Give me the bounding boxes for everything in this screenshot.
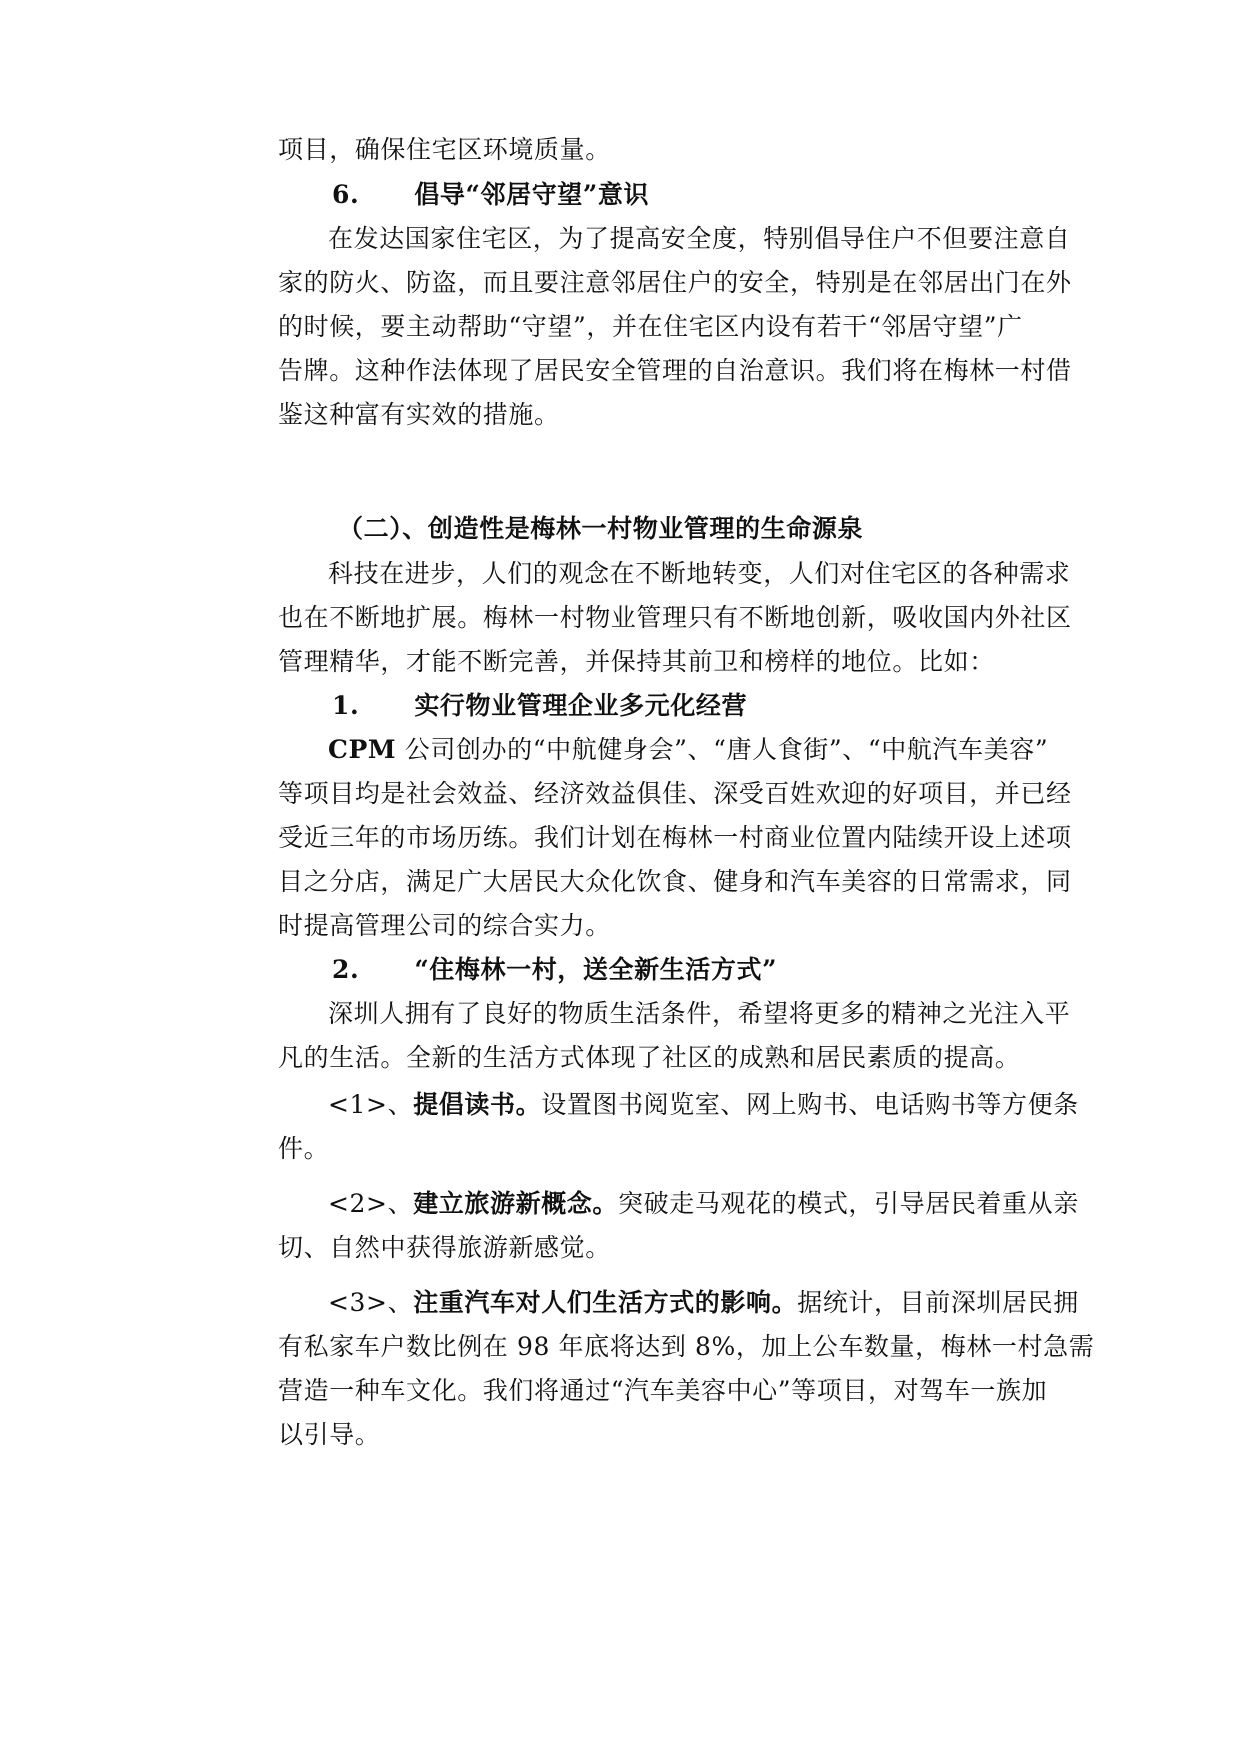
section-title: （二）、创造性是梅林一村物业管理的生命源泉 [338, 514, 864, 543]
item-marker: <2>、 [328, 1189, 414, 1218]
paragraph-line: 项目，确保住宅区环境质量。 [278, 135, 611, 164]
paragraph-line: 的时候，要主动帮助“守望”，并在住宅区内设有若干“邻居守望”广 [278, 312, 1023, 341]
paragraph-line: 家的防火、防盗，而且要注意邻居住户的安全，特别是在邻居出门在外 [278, 268, 1072, 297]
heading-number: 2. [332, 955, 360, 984]
item-title: 提倡读书。 [413, 1090, 542, 1119]
item-text: 据统计，目前深圳居民拥 [797, 1288, 1079, 1317]
paragraph-line: 告牌。这种作法体现了居民安全管理的自治意识。我们将在梅林一村借 [278, 356, 1072, 385]
item-text: 设置图书阅览室、网上购书、电话购书等方便条 [541, 1090, 1079, 1119]
item-title: 建立旅游新概念。 [413, 1189, 619, 1218]
list-item [328, 1286, 1079, 1320]
paragraph-line: 等项目均是社会效益、经济效益俱佳、深受百姓欢迎的好项目，并已经 [278, 779, 1072, 808]
item-title: 注重汽车对人们生活方式的影响。 [413, 1288, 798, 1317]
item-marker: <3>、 [328, 1288, 414, 1317]
paragraph-line: 也在不断地扩展。梅林一村物业管理只有不断地创新，吸收国内外社区 [278, 603, 1072, 632]
heading-title: 倡导“邻居守望”意识 [414, 180, 650, 209]
section-heading [332, 178, 649, 212]
heading-number: 6. [332, 180, 360, 209]
heading-title: 实行物业管理企业多元化经营 [414, 691, 748, 720]
company-abbreviation: CPM [328, 735, 397, 764]
list-item [328, 1088, 1079, 1122]
paragraph-line: 在发达国家住宅区，为了提高安全度，特别倡导住户不但要注意自 [328, 224, 1071, 253]
paragraph-line: 科技在进步，人们的观念在不断地转变，人们对住宅区的各种需求 [328, 559, 1071, 588]
item-text: 突破走马观花的模式，引导居民着重从亲 [618, 1189, 1079, 1218]
paragraph-line: 凡的生活。全新的生活方式体现了社区的成熟和居民素质的提高。 [278, 1043, 1021, 1072]
paragraph-line: 管理精华，才能不断完善，并保持其前卫和榜样的地位。比如： [278, 647, 995, 676]
paragraph-line: 受近三年的市场历练。我们计划在梅林一村商业位置内陆续开设上述项 [278, 823, 1072, 852]
paragraph-line: 切、自然中获得旅游新感觉。 [278, 1233, 611, 1262]
paragraph-line: 深圳人拥有了良好的物质生活条件，希望将更多的精神之光注入平 [328, 999, 1071, 1028]
paragraph-line: 营造一种车文化。我们将通过“汽车美容中心”等项目，对驾车一族加 [278, 1376, 1048, 1405]
paragraph-line: 鉴这种富有实效的措施。 [278, 400, 560, 429]
paragraph-line: 件。 [278, 1134, 330, 1163]
paragraph-line: 目之分店，满足广大居民大众化饮食、健身和汽车美容的日常需求，同 [278, 867, 1072, 896]
heading-title: “住梅林一村，送全新生活方式” [414, 955, 778, 984]
paragraph-line: 时提高管理公司的综合实力。 [278, 911, 611, 940]
paragraph-text: 公司创办的“中航健身会”、“唐人食街”、“中航汽车美容” [404, 735, 1049, 764]
section-heading [332, 689, 747, 723]
heading-number: 1. [332, 691, 360, 720]
paragraph-line: 以引导。 [278, 1420, 381, 1449]
paragraph-line: 有私家车户数比例在 98 年底将达到 8%，加上公车数量，梅林一村急需 [278, 1332, 1095, 1361]
list-item [328, 1187, 1079, 1221]
section-heading [332, 953, 777, 987]
paragraph-line [328, 733, 1048, 767]
item-marker: <1>、 [328, 1090, 414, 1119]
